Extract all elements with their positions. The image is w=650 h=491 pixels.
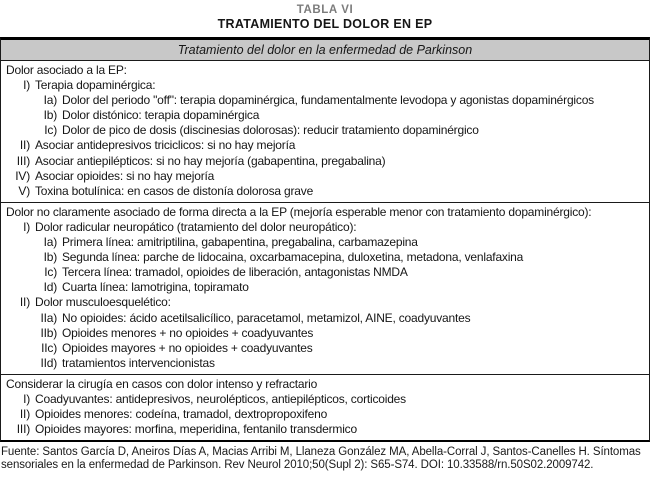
line-outline-number: Ib) [43, 108, 57, 123]
line-text: Dolor del periodo "off": terapia dopaminérgica, fundamentalmente levodopa y agonistas dopaminérgicos [62, 93, 594, 108]
table-line [5, 407, 645, 422]
line-outline-number: IV) [15, 168, 30, 183]
line-outline-number: I) [23, 78, 30, 93]
line-outline-number: IIa) [40, 310, 57, 325]
table-line: Considerar la cirugía en casos con dolor intenso y refractario [6, 376, 318, 391]
line-outline-number: I) [23, 391, 30, 406]
line-text: Opioides mayores + no opioides + coadyuvantes [62, 340, 313, 355]
table-line [5, 93, 645, 108]
table-section [1, 61, 649, 203]
line-text: Segunda línea: parche de lidocaina, oxcarbamacepina, duloxetina, metadona, venlafaxina [62, 250, 524, 265]
table-line [5, 280, 645, 295]
table-body [1, 61, 649, 440]
table-line [5, 78, 645, 93]
line-text: Tercera línea: tramadol, opioides de liberación, antagonistas NMDA [62, 265, 408, 280]
line-text: Terapia dopaminérgica: [35, 78, 156, 93]
table-line [5, 108, 645, 123]
line-text: Asociar antiepilépticos: si no hay mejoría (gabapentina, pregabalina) [35, 153, 386, 168]
line-outline-number: II) [19, 138, 30, 153]
table-line [5, 311, 645, 326]
line-outline-number: Id) [43, 280, 57, 295]
line-outline-number: III) [16, 422, 30, 437]
table-line [5, 295, 645, 310]
table-line [5, 392, 645, 407]
line-text: Opioides menores: codeína, tramadol, dextropropoxifeno [35, 407, 328, 422]
line-text: Dolor musculoesquelético: [35, 295, 171, 310]
table-line [5, 154, 645, 169]
line-outline-number: IIc) [41, 340, 57, 355]
line-text: Coadyuvantes: antidepresivos, neurolépticos, antiepilépticos, corticoides [35, 391, 406, 406]
line-outline-number: Ic) [44, 265, 57, 280]
line-text: Dolor de pico de dosis (discinesias dolorosas): reducir tratamiento dopaminérgico [62, 123, 479, 138]
line-outline-number: Ia) [43, 93, 57, 108]
table-section [1, 203, 649, 375]
line-outline-number: Ib) [43, 250, 57, 265]
line-text: Dolor radicular neuropático (tratamiento del dolor neuropático): [35, 219, 357, 234]
line-outline-number: IIb) [40, 325, 57, 340]
table-line [5, 341, 645, 356]
table-section [1, 375, 649, 440]
table-line: Dolor no claramente asociado de forma directa a la EP (mejoría esperable menor con tratamiento dopaminérgico): [6, 204, 592, 219]
table-line [5, 265, 645, 280]
line-outline-number: II) [19, 407, 30, 422]
line-text: Primera línea: amitriptilina, gabapentina, pregabalina, carbamazepina [62, 235, 418, 250]
table-line [5, 123, 645, 138]
line-text: tratamientos intervencionistas [62, 355, 215, 370]
source-citation: Fuente: Santos García D, Aneiros Días A, Macias Arribi M, Llaneza González MA, Abella-Corral J, Santos-Canelles H. Síntomas sensoriales en la enfermedad de Parkinson. Rev Neurol 2010;50(Supl 2): S65-S74. DOI: 10.33588/rn.50S02.2009742. [1, 446, 641, 472]
table-line [5, 138, 645, 153]
line-text: Opioides mayores: morfina, meperidina, fentanilo transdermico [35, 422, 357, 437]
table-line [5, 169, 645, 184]
line-text: No opioides: ácido acetilsalicílico, paracetamol, metamizol, AINE, coadyuvantes [62, 310, 471, 325]
line-outline-number: V) [18, 183, 30, 198]
table-line [5, 356, 645, 371]
line-outline-number: III) [16, 153, 30, 168]
line-outline-number: Ia) [43, 235, 57, 250]
table-line [5, 250, 645, 265]
table-line [5, 235, 645, 250]
line-text: Asociar antidepresivos triciclicos: si no hay mejoría [35, 138, 296, 153]
table-header-row: Tratamiento del dolor en la enfermedad de Parkinson [1, 40, 649, 61]
table-line [5, 326, 645, 341]
page-title: TRATAMIENTO DEL DOLOR EN EP [217, 17, 433, 31]
table-line [5, 220, 645, 235]
line-text: Opioides menores + no opioides + coadyuvantes [62, 325, 314, 340]
line-outline-number: I) [23, 219, 30, 234]
line-text: Dolor distónico: terapia dopaminérgica [62, 108, 260, 123]
table-line [5, 184, 645, 199]
line-outline-number: II) [19, 295, 30, 310]
table-line: Dolor asociado a la EP: [6, 63, 127, 77]
line-text: Cuarta línea: lamotrigina, topiramato [62, 280, 249, 295]
line-outline-number: Ic) [44, 123, 57, 138]
pain-treatment-table [0, 37, 650, 442]
line-text: Toxina botulínica: en casos de distonía dolorosa grave [35, 183, 314, 198]
table-number: TABLA VI [296, 4, 354, 16]
line-outline-number: IId) [40, 355, 57, 370]
table-line [5, 422, 645, 437]
line-text: Asociar opioides: si no hay mejoría [35, 168, 215, 183]
